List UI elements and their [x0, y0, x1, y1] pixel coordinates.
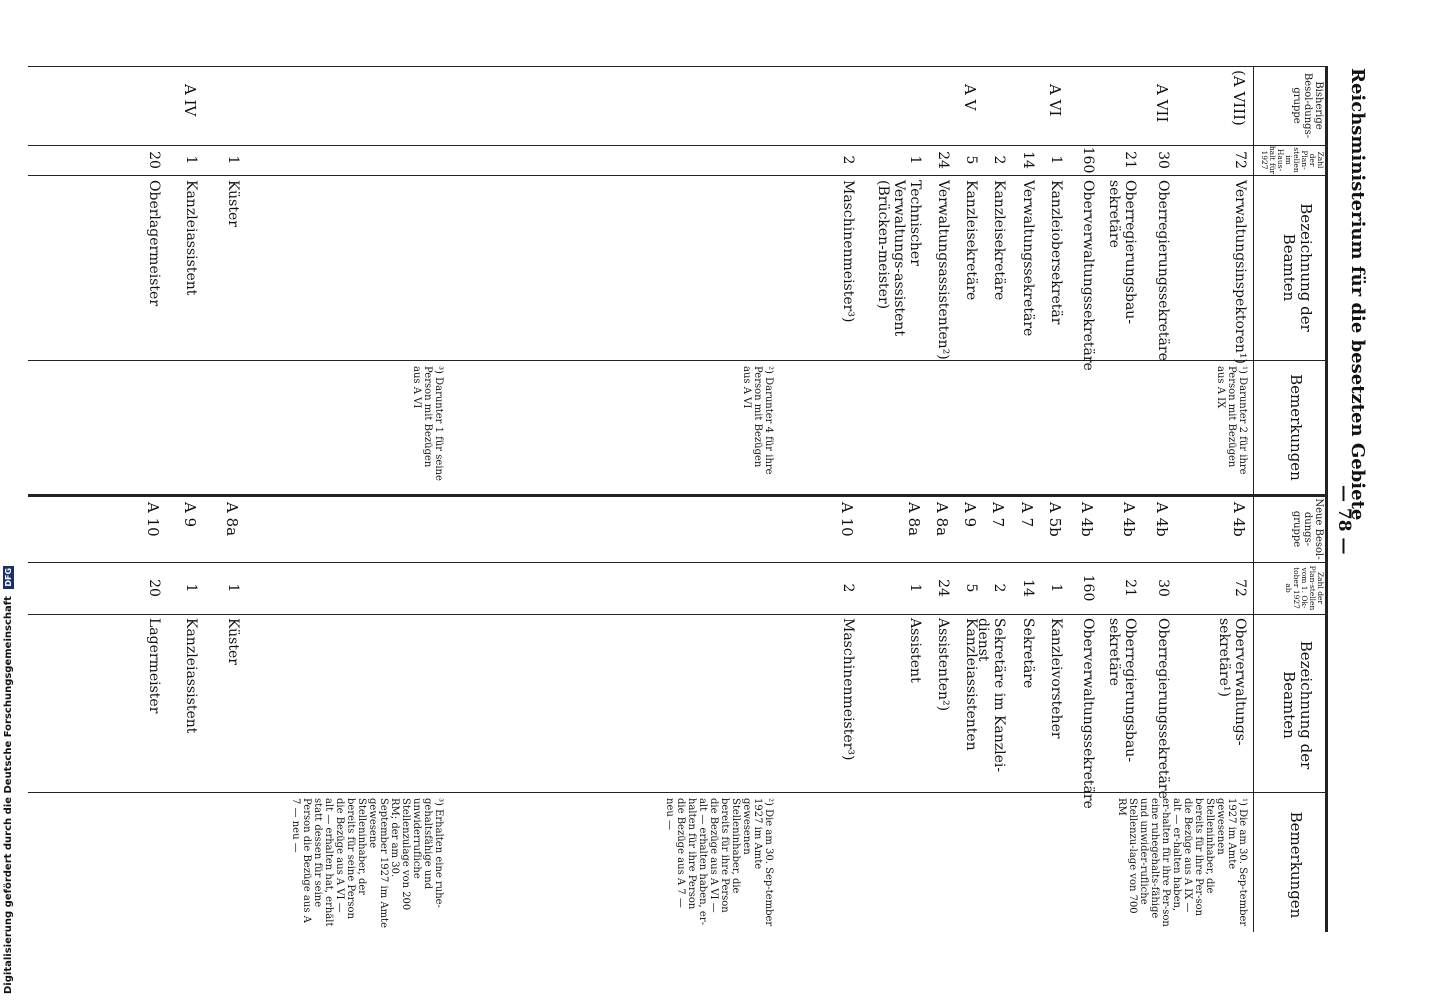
left-rule: [28, 66, 1328, 67]
row5-old-name: Verwaltungssekretäre: [1020, 180, 1036, 337]
row12-new-group: A 9: [181, 502, 199, 528]
row5-new-group: A 7: [1018, 502, 1036, 528]
hdr-new-remarks: Bemerkungen: [1287, 811, 1305, 919]
row7-new-count: 5: [963, 583, 979, 593]
rule-new-count: [28, 614, 1328, 615]
row3-new-count: 160: [1080, 574, 1096, 602]
row1-old-group: A VII: [1153, 84, 1171, 123]
row6-old-name: Kanzleisekretäre: [991, 180, 1007, 301]
row8-old-count: 24: [935, 151, 951, 169]
row13-old-name: Oberlagermeister: [146, 180, 162, 307]
row13-new-group: A 10: [144, 502, 162, 537]
row0-new-count: 72: [1232, 579, 1248, 597]
note-left-1: ¹) Darunter 2 für ihre Person mit Bezügen aus A IX: [1215, 366, 1248, 475]
row10-new-group: A 10: [838, 502, 856, 537]
hdr-old-remarks: Bemerkungen: [1287, 374, 1305, 481]
row8-old-name: Verwaltungsassistenten²): [935, 180, 951, 360]
row10-new-count: 2: [840, 583, 856, 593]
row9-new-name: Assistent: [907, 618, 923, 683]
row7-old-name: Kanzleisekretäre: [963, 180, 979, 301]
row11-old-count: 1: [225, 155, 241, 165]
row5-new-name: Sekretäre: [1020, 618, 1036, 689]
row0-new-name: Oberverwaltungs-sekretäre¹): [1216, 618, 1248, 746]
row3-old-name: Oberverwaltungssekretäre: [1080, 180, 1096, 371]
row7-old-count: 5: [963, 155, 979, 165]
row9-old-count: 1: [907, 155, 923, 165]
row12-new-name: Kanzleiassistent: [183, 618, 199, 734]
row3-old-count: 160: [1080, 146, 1096, 174]
credit-text: Digitalisierung gefördert durch die Deutsche Forschungsgemeinschaft: [3, 596, 14, 994]
row1-new-group: A 4b: [1153, 502, 1171, 537]
dfg-logo: DFG: [4, 567, 13, 587]
row3-new-group: A 4b: [1078, 502, 1096, 537]
page-number: — 78 —: [1334, 485, 1354, 555]
row9-new-group: A 8a: [905, 502, 923, 537]
row12-old-group: A IV: [181, 84, 199, 117]
row5-new-count: 14: [1020, 579, 1036, 597]
row4-old-group: A VI: [1046, 84, 1064, 117]
rule-mid: [28, 494, 1328, 497]
row2-old-name: Oberregierungsbau-sekretäre: [1106, 180, 1138, 325]
hdr-new-group: Neue Besol-dungs-gruppe: [1291, 498, 1324, 560]
row4-old-name: Kanzleiobersekretär: [1048, 180, 1064, 325]
row4-old-count: 1: [1048, 155, 1064, 165]
note-left-3: ³) Darunter 1 für seine Person mit Bezügen aus A VI: [411, 366, 444, 481]
row6-new-group: A 7: [989, 502, 1007, 528]
note-right-1: ¹) Die am 30. Sep-tember 1927 im Amte gewesenen Stelleninhaber, die bereits für ihre Per-son die Bezüge aus A IX — alt — er-halten haben, er-halten für ihre Per-son eine ruhegehalts-fähige und unwider-rufliche Stellenzu-lage von 700 RM: [1116, 798, 1248, 927]
row3-new-name: Oberverwaltungssekretäre: [1080, 618, 1096, 809]
hdr-old-count: Zahl der Plan-stellen im Haus-halt für 1927: [1260, 145, 1325, 175]
row12-old-count: 1: [183, 155, 199, 165]
page-title: Reichsministerium für die besetzten Gebiete: [1347, 68, 1368, 521]
row8-new-count: 24: [935, 579, 951, 597]
row8-new-name: Assistenten²): [935, 618, 951, 712]
row6-old-count: 2: [991, 155, 1007, 165]
row12-old-name: Kanzleiassistent: [183, 180, 199, 296]
row10-old-count: 2: [840, 155, 856, 165]
table-top-rule: [1325, 66, 1328, 932]
row1-new-name: Oberregierungssekretäre: [1155, 618, 1171, 799]
row7-new-name: Kanzleiassistenten: [963, 618, 979, 751]
rule-old-name: [28, 360, 1328, 361]
row5-old-count: 14: [1020, 151, 1036, 169]
row10-old-name: Maschinenmeister³): [840, 180, 856, 323]
row13-new-name: Lagermeister: [146, 618, 162, 714]
row0-old-count: 72: [1232, 151, 1248, 169]
row0-old-name: Verwaltungsinspektoren¹): [1232, 180, 1248, 364]
row10-new-name: Maschinenmeister³): [840, 618, 856, 761]
row7-old-group: A V: [961, 84, 979, 111]
hdr-new-count: Zahl der Plan-stellen vom 1. Ok-tober 1927 ab: [1284, 565, 1325, 611]
rule-old-count: [28, 175, 1328, 176]
row12-new-count: 1: [183, 583, 199, 593]
note-left-2: ²) Darunter 4 für ihre Person mit Bezügen aus A VI: [741, 366, 774, 475]
header-bottom-rule: [1253, 66, 1254, 932]
row8-new-group: A 8a: [933, 502, 951, 537]
row11-new-name: Küster: [225, 618, 241, 665]
row11-new-group: A 8a: [223, 502, 241, 537]
row4-new-count: 1: [1048, 583, 1064, 593]
row9-old-name: Technischer Verwaltungs-assistent (Brücken-meister): [875, 180, 923, 337]
row4-new-group: A 5b: [1046, 502, 1064, 537]
row13-old-count: 20: [146, 151, 162, 169]
row2-old-count: 21: [1122, 151, 1138, 169]
note-right-3: ³) Erhalten eine ruhe-gehaltsfähige und unwiderrufliche Stellenzulage von 200 RM; der am 30. September 1927 im Amte gewesene Stelleninhaber, der bereits für seine Person die Bezüge aus A VI — alt — erhalten hat, erhält statt dessen für seine Person die Bezüge aus A 7 — neu —: [290, 798, 444, 928]
row1-old-count: 30: [1155, 151, 1171, 169]
rule-new-name: [28, 792, 1328, 793]
row11-new-count: 1: [225, 583, 241, 593]
row0-old-group: (A VIII): [1230, 70, 1248, 126]
row2-new-group: A 4b: [1120, 502, 1138, 537]
row9-new-count: 1: [907, 583, 923, 593]
row1-old-name: Oberregierungssekretäre: [1155, 180, 1171, 361]
row4-new-name: Kanzleivorsteher: [1048, 618, 1064, 739]
hdr-old-group: Bisherige Besol-dungs-gruppe: [1291, 72, 1324, 139]
hdr-old-name: Bezeichnung der Beamten: [1280, 203, 1315, 332]
row7-new-group: A 9: [961, 502, 979, 528]
hdr-new-name: Bezeichnung der Beamten: [1280, 640, 1315, 770]
row0-new-group: A 4b: [1230, 502, 1248, 537]
row6-new-name: Sekretäre im Kanzlei-dienst: [975, 618, 1007, 773]
note-right-2: ²) Die am 30. Sep-tember 1927 im Amte gewesenen Stelleninhaber, die bereits für ihre Person die Bezüge aus A VI — alt — erhalten haben, er-halten für ihre Person die Bezüge aus A 7 — neu —: [664, 798, 774, 927]
row2-new-name: Oberregierungsbau-sekretäre: [1106, 618, 1138, 763]
row13-new-count: 20: [146, 579, 162, 597]
row6-new-count: 2: [991, 583, 1007, 593]
row2-new-count: 21: [1122, 579, 1138, 597]
row1-new-count: 30: [1155, 579, 1171, 597]
row11-old-name: Küster: [225, 180, 241, 227]
